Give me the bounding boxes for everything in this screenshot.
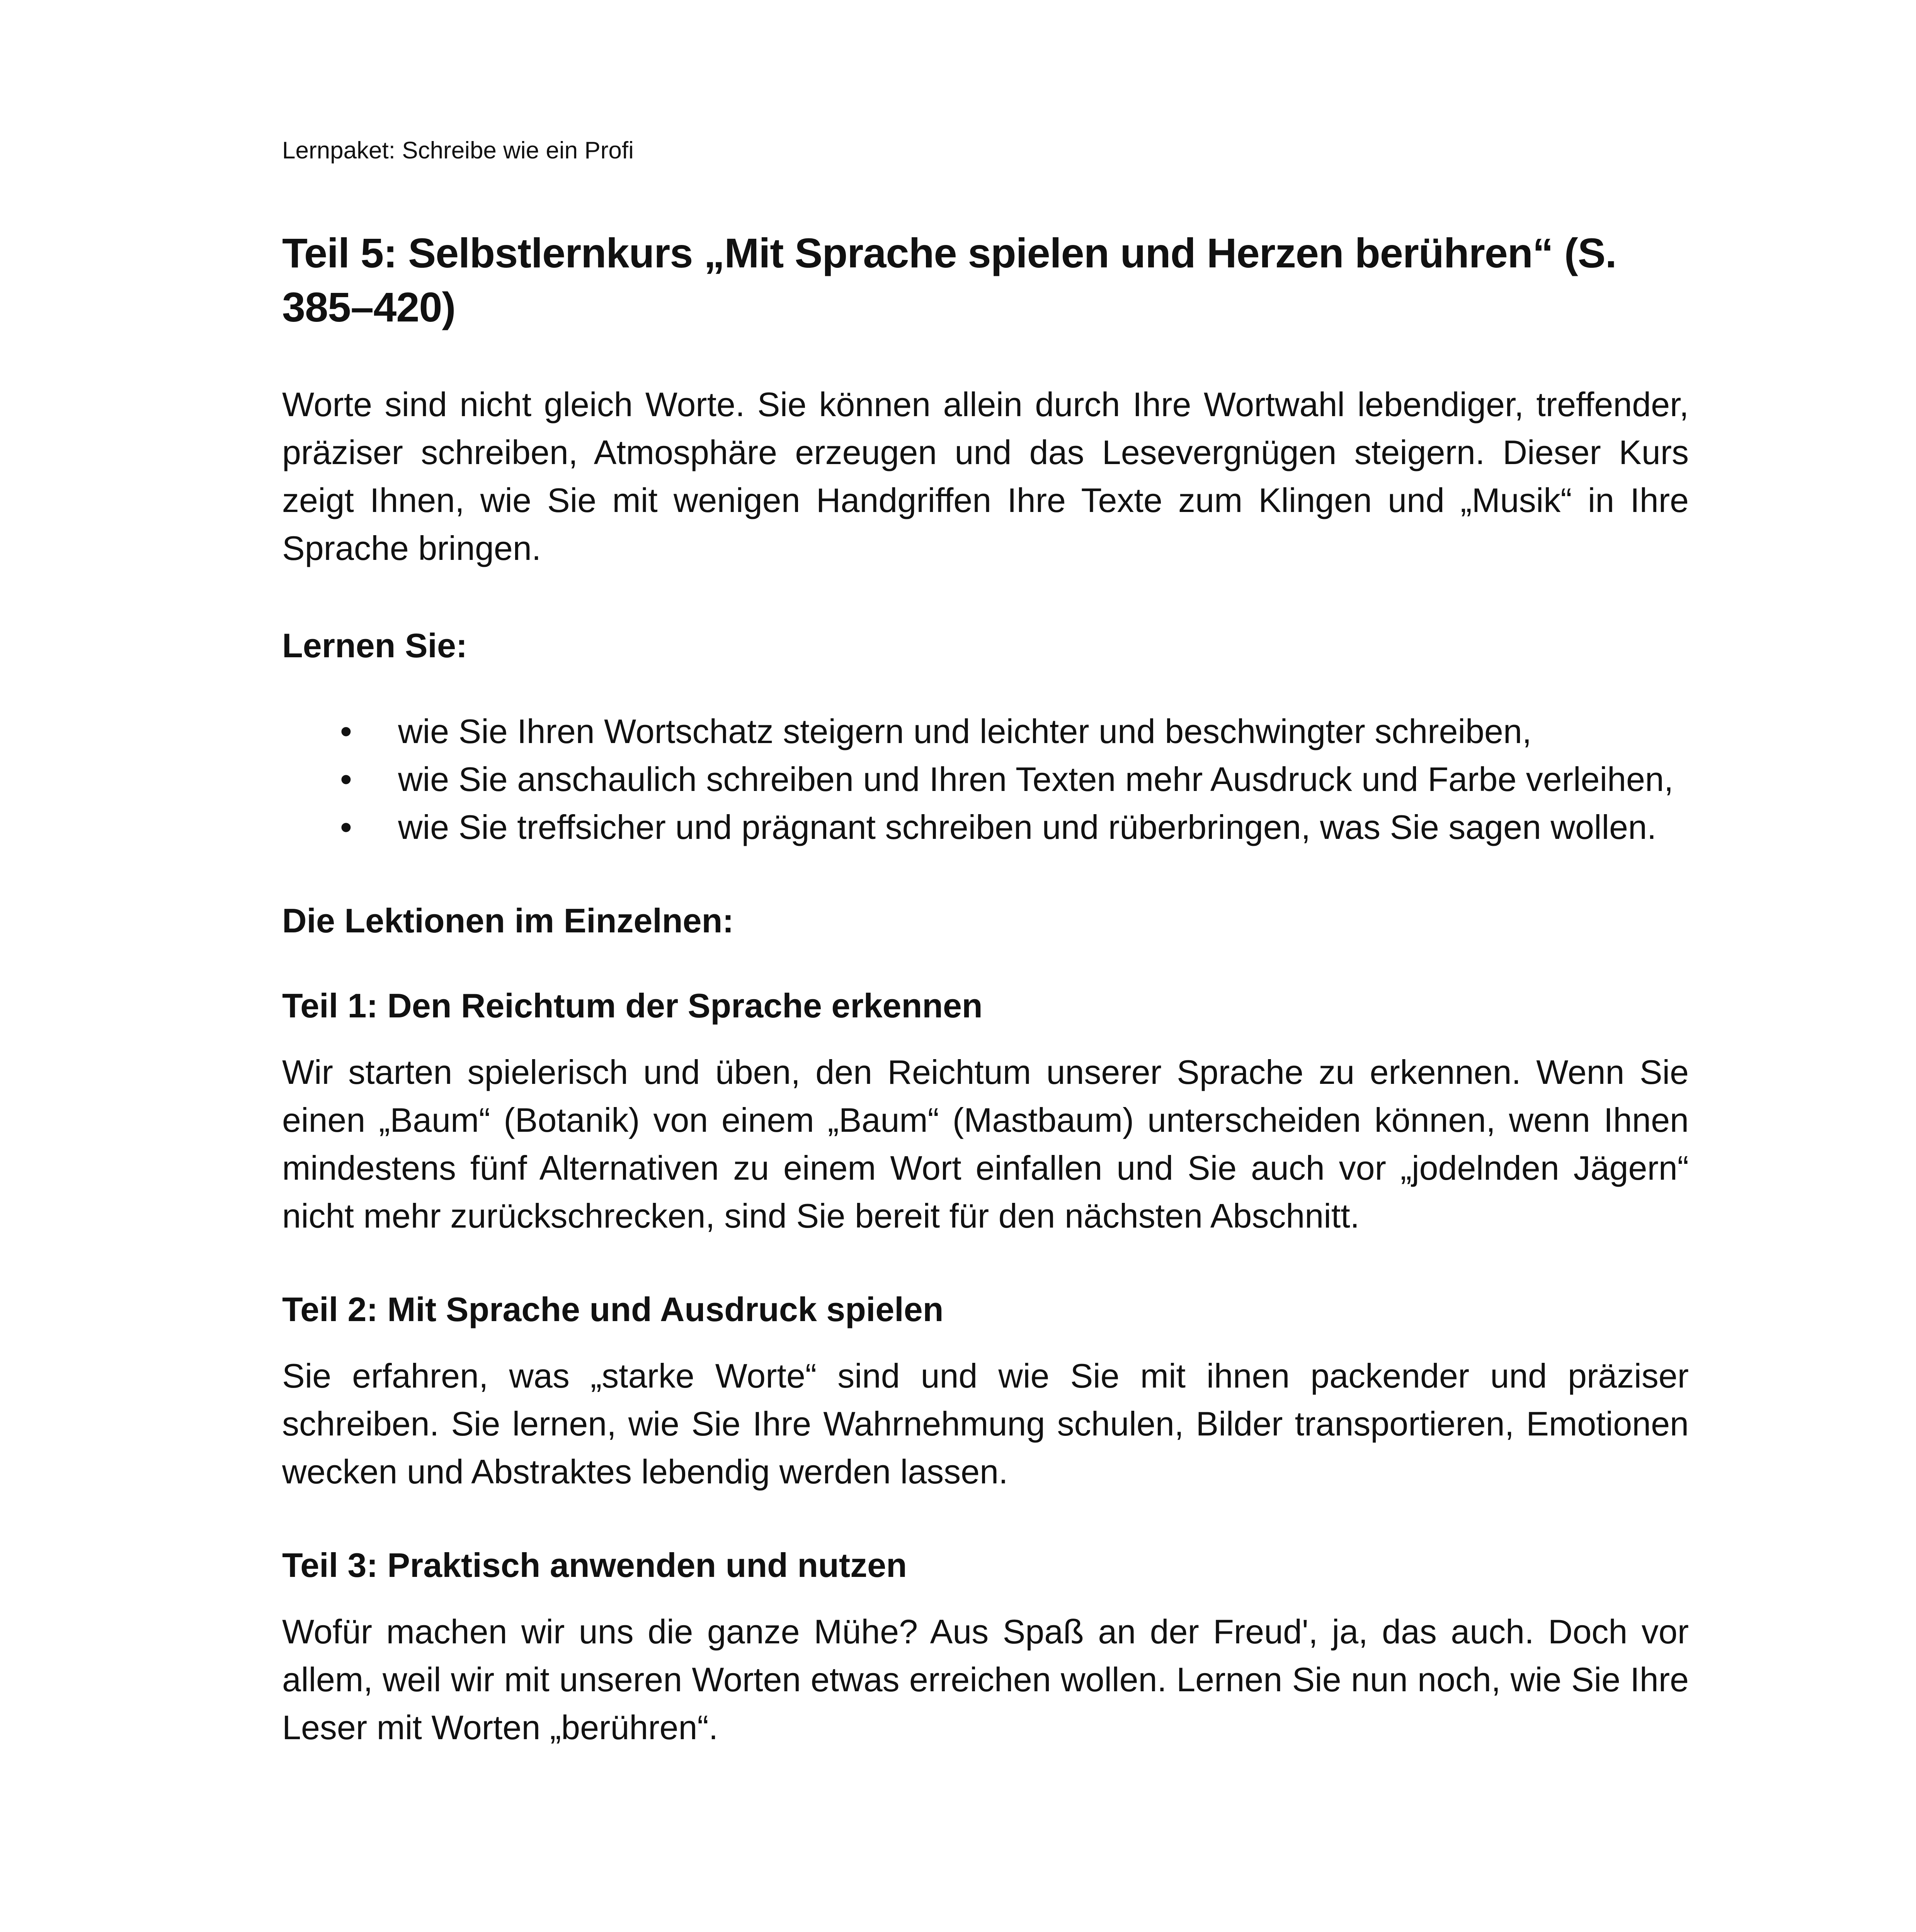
list-item (340, 755, 1689, 803)
learn-heading: Lernen Sie: (282, 626, 468, 665)
section-title: Teil 2: Mit Sprache und Ausdruck spielen (282, 1290, 944, 1328)
section-text: Wir starten spielerisch und üben, den Reichtum unserer Sprache zu erkennen. Wenn Sie einen „Baum“ (Botanik) von einem „Baum“ (Mastbaum) unterscheiden können, wenn Ihnen mindestens fünf Alternativen zu einem Wort einfallen und Sie auch vor „jodelnden Jägern“ nicht mehr zurückschrecken, sind Sie bereit für den nächsten Abschnitt. (282, 1053, 1689, 1235)
section-title: Teil 3: Praktisch anwenden und nutzen (282, 1546, 907, 1584)
list-item-text: wie Sie anschaulich schreiben und Ihren Texten mehr Ausdruck und Farbe verleihen, (398, 760, 1674, 798)
page-title: Teil 5: Selbstlernkurs „Mit Sprache spielen und Herzen berühren“ (S. 385–420) (282, 230, 1617, 330)
intro-paragraph: Worte sind nicht gleich Worte. Sie können allein durch Ihre Wortwahl lebendiger, treffender, präziser schreiben, Atmosphäre erzeugen und das Lesevergnügen steigern. Dieser Kurs zeigt Ihnen, wie Sie mit wenigen Handgriffen Ihre Texte zum Klingen und „Musik“ in Ihre Sprache bringen. (282, 385, 1689, 567)
lessons-heading: Die Lektionen im Einzelnen: (282, 901, 734, 940)
main-content (282, 226, 1689, 1798)
section-text: Wofür machen wir uns die ganze Mühe? Aus Spaß an der Freud', ja, das auch. Doch vor allem, weil wir mit unseren Worten etwas erreichen wollen. Lernen Sie nun noch, wie Sie Ihre Leser mit Worten „berühren“. (282, 1612, 1689, 1747)
lesson-section-2 (282, 1286, 1689, 1496)
bullet-icon: • (340, 808, 352, 846)
lesson-section-1 (282, 983, 1689, 1240)
section-text: Sie erfahren, was „starke Worte“ sind und wie Sie mit ihnen packender und präziser schreiben. Sie lernen, wie Sie Ihre Wahrnehmung schulen, Bilder transportieren, Emotionen wecken und Abstraktes lebendig werden lassen. (282, 1357, 1689, 1491)
section-title: Teil 1: Den Reichtum der Sprache erkennen (282, 986, 983, 1025)
learn-list (282, 707, 1689, 851)
list-item (340, 803, 1689, 851)
list-item-text: wie Sie treffsicher und prägnant schreiben und rüberbringen, was Sie sagen wollen. (398, 808, 1657, 846)
list-item (340, 707, 1689, 755)
bullet-icon: • (340, 712, 352, 750)
list-item-text: wie Sie Ihren Wortschatz steigern und leichter und beschwingter schreiben, (398, 712, 1532, 750)
lesson-section-3 (282, 1542, 1689, 1752)
running-header: Lernpaket: Schreibe wie ein Profi (282, 137, 634, 164)
bullet-icon: • (340, 760, 352, 798)
